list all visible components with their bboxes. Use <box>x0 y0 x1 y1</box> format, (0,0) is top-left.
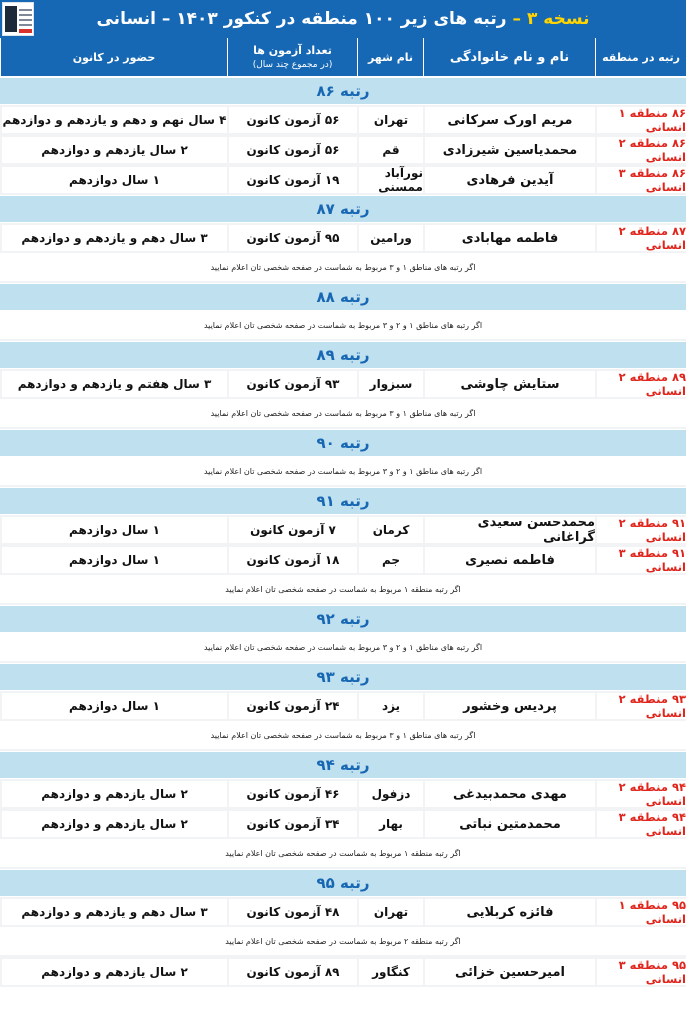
cell-years: ۲ سال یازدهم و دوازدهم <box>0 781 227 807</box>
cell-count: ۴۸ آزمون کانون <box>227 899 357 925</box>
cell-name: امیرحسین خزائی <box>423 959 595 985</box>
table-row <box>0 691 686 721</box>
cell-count: ۹۳ آزمون کانون <box>227 371 357 397</box>
note-row: اگر رتبه منطقه ۲ مربوط به شماست در صفحه شخصی تان اعلام نمایید <box>0 927 686 957</box>
table-row <box>0 779 686 809</box>
header-rank: رتبه در منطقه <box>595 38 686 76</box>
table-row <box>0 223 686 253</box>
cell-rank: ۸۶ منطقه ۳ انسانی <box>595 167 686 193</box>
cell-count: ۳۴ آزمون کانون <box>227 811 357 837</box>
rank-band: رتبه ۸۸ <box>0 283 686 311</box>
cell-rank: ۸۶ منطقه ۲ انسانی <box>595 137 686 163</box>
rank-band: رتبه ۸۶ <box>0 77 686 105</box>
cell-years: ۱ سال دوازدهم <box>0 167 227 193</box>
cell-count: ۸۹ آزمون کانون <box>227 959 357 985</box>
cell-rank: ۹۵ منطقه ۱ انسانی <box>595 899 686 925</box>
header-city: نام شهر <box>357 38 423 76</box>
cell-count: ۵۶ آزمون کانون <box>227 107 357 133</box>
cell-rank: ۹۱ منطقه ۲ انسانی <box>595 517 686 543</box>
title-prefix: نسخه ۳ – <box>512 9 590 29</box>
cell-rank: ۹۱ منطقه ۳ انسانی <box>595 547 686 573</box>
cell-city: سبزوار <box>357 371 423 397</box>
note-row: اگر رتبه های مناطق ۱ و ۳ مربوط به شماست در صفحه شخصی تان اعلام نمایید <box>0 399 686 429</box>
rank-band: رتبه ۸۷ <box>0 195 686 223</box>
cell-rank: ۸۹ منطقه ۲ انسانی <box>595 371 686 397</box>
header-count-label: تعداد آزمون ها <box>253 44 332 57</box>
rank-band: رتبه ۹۰ <box>0 429 686 457</box>
note-row: اگر رتبه های مناطق ۱ و ۲ و ۳ مربوط به شماست در صفحه شخصی تان اعلام نمایید <box>0 633 686 663</box>
cell-name: آیدین فرهادی <box>423 167 595 193</box>
cell-name: مهدی محمدبیدغی <box>423 781 595 807</box>
cell-years: ۳ سال دهم و یازدهم و دوازدهم <box>0 899 227 925</box>
cell-years: ۲ سال یازدهم و دوازدهم <box>0 811 227 837</box>
table-row <box>0 957 686 987</box>
note-row: اگر رتبه های مناطق ۱ و ۳ مربوط به شماست در صفحه شخصی تان اعلام نمایید <box>0 721 686 751</box>
header-name: نام و نام خانوادگی <box>423 38 595 76</box>
cell-name: ستایش چاوشی <box>423 371 595 397</box>
rank-band: رتبه ۹۳ <box>0 663 686 691</box>
cell-count: ۵۶ آزمون کانون <box>227 137 357 163</box>
cell-count: ۱۸ آزمون کانون <box>227 547 357 573</box>
header-count-sub: (در مجموع چند سال) <box>252 60 333 70</box>
cell-name: محمدیاسین شیرزادی <box>423 137 595 163</box>
note-row: اگر رتبه های مناطق ۱ و ۳ مربوط به شماست در صفحه شخصی تان اعلام نمایید <box>0 253 686 283</box>
cell-name: پردیس وخشور <box>423 693 595 719</box>
cell-city: کرمان <box>357 517 423 543</box>
cell-rank: ۸۶ منطقه ۱ انسانی <box>595 107 686 133</box>
cell-years: ۴ سال نهم و دهم و یازدهم و دوازدهم <box>0 107 227 133</box>
table-row <box>0 369 686 399</box>
note-row: اگر رتبه منطقه ۱ مربوط به شماست در صفحه شخصی تان اعلام نمایید <box>0 839 686 869</box>
cell-rank: ۸۷ منطقه ۲ انسانی <box>595 225 686 251</box>
cell-name: فائزه کربلایی <box>423 899 595 925</box>
cell-city: دزفول <box>357 781 423 807</box>
table-row <box>0 545 686 575</box>
cell-city: جم <box>357 547 423 573</box>
cell-years: ۳ سال هفتم و یازدهم و دوازدهم <box>0 371 227 397</box>
kanoon-logo-icon <box>2 2 34 36</box>
rank-band: رتبه ۸۹ <box>0 341 686 369</box>
rank-band: رتبه ۹۵ <box>0 869 686 897</box>
cell-name: محمدحسن سعیدی گراغانی <box>423 517 595 543</box>
cell-years: ۳ سال دهم و یازدهم و دوازدهم <box>0 225 227 251</box>
cell-name: محمدمتین نباتی <box>423 811 595 837</box>
cell-count: ۹۵ آزمون کانون <box>227 225 357 251</box>
cell-years: ۱ سال دوازدهم <box>0 517 227 543</box>
cell-city: کنگاور <box>357 959 423 985</box>
cell-name: مریم اورک سرکانی <box>423 107 595 133</box>
rank-band: رتبه ۹۱ <box>0 487 686 515</box>
cell-rank: ۹۴ منطقه ۳ انسانی <box>595 811 686 837</box>
note-row: اگر رتبه های مناطق ۱ و ۲ و ۳ مربوط به شماست در صفحه شخصی تان اعلام نمایید <box>0 457 686 487</box>
title-main: رتبه های زیر ۱۰۰ منطقه در کنکور ۱۴۰۳ – انسانی <box>96 9 507 29</box>
table-row <box>0 165 686 195</box>
cell-years: ۲ سال یازدهم و دوازدهم <box>0 959 227 985</box>
cell-city: یزد <box>357 693 423 719</box>
table-row <box>0 135 686 165</box>
cell-rank: ۹۵ منطقه ۳ انسانی <box>595 959 686 985</box>
table-row <box>0 897 686 927</box>
cell-city: تهران <box>357 107 423 133</box>
header-years: حضور در کانون <box>0 38 227 76</box>
cell-count: ۴۶ آزمون کانون <box>227 781 357 807</box>
table-row <box>0 105 686 135</box>
cell-city: نورآباد ممسنی <box>357 167 423 193</box>
cell-years: ۱ سال دوازدهم <box>0 547 227 573</box>
header-count <box>227 38 357 76</box>
cell-count: ۲۴ آزمون کانون <box>227 693 357 719</box>
cell-city: بهار <box>357 811 423 837</box>
cell-city: تهران <box>357 899 423 925</box>
cell-years: ۱ سال دوازدهم <box>0 693 227 719</box>
note-row: اگر رتبه منطقه ۱ مربوط به شماست در صفحه شخصی تان اعلام نمایید <box>0 575 686 605</box>
rank-band: رتبه ۹۲ <box>0 605 686 633</box>
table-header <box>0 38 686 77</box>
cell-city: قم <box>357 137 423 163</box>
cell-rank: ۹۴ منطقه ۲ انسانی <box>595 781 686 807</box>
table-row <box>0 809 686 839</box>
page-title <box>0 0 686 39</box>
cell-name: فاطمه نصیری <box>423 547 595 573</box>
cell-count: ۱۹ آزمون کانون <box>227 167 357 193</box>
cell-count: ۷ آزمون کانون <box>227 517 357 543</box>
note-row: اگر رتبه های مناطق ۱ و ۲ و ۳ مربوط به شماست در صفحه شخصی تان اعلام نمایید <box>0 311 686 341</box>
cell-rank: ۹۳ منطقه ۲ انسانی <box>595 693 686 719</box>
cell-years: ۲ سال یازدهم و دوازدهم <box>0 137 227 163</box>
rank-band: رتبه ۹۴ <box>0 751 686 779</box>
cell-city: ورامین <box>357 225 423 251</box>
table-row <box>0 515 686 545</box>
cell-name: فاطمه مهابادی <box>423 225 595 251</box>
